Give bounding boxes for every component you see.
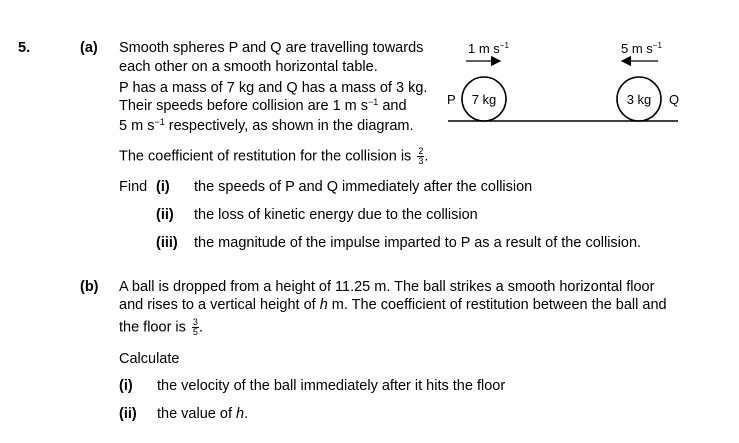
- p-label: P: [447, 92, 456, 107]
- part-a-line-5: 5 m $s^{-1}$ respectively, as shown in the diagram.: [119, 117, 414, 134]
- item-b-ii-text: the value of h.: [157, 406, 249, 422]
- item-a-iii-label: (iii): [156, 235, 178, 251]
- part-a-line-1: Smooth spheres P and Q are travelling towards: [119, 40, 424, 56]
- calculate-label: Calculate: [119, 351, 180, 367]
- collision-diagram: [440, 36, 700, 132]
- find-label: Find: [119, 179, 148, 195]
- part-b-line-1: A ball is dropped from a height of 11.25 m. The ball strikes a smooth horizontal floor: [119, 279, 655, 295]
- item-b-i-text: the velocity of the ball immediately after it hits the floor: [157, 378, 506, 394]
- q-label: Q: [669, 92, 680, 107]
- q-mass: 3 kg: [626, 92, 652, 107]
- part-b-line-3: the floor is $\frac{3}{5}$ .: [119, 317, 203, 337]
- item-a-i-label: (i): [156, 179, 170, 195]
- restitution-fraction-a: $\frac{2}{3}$: [418, 146, 424, 166]
- p-mass: 7 kg: [471, 92, 497, 107]
- part-a-line-3: P has a mass of 7 kg and Q has a mass of 3 kg.: [119, 80, 428, 96]
- item-a-i-text: the speeds of P and Q immediately after the collision: [194, 179, 533, 195]
- part-a-label: (a): [80, 40, 98, 56]
- restitution-fraction-b: $\frac{3}{5}$: [192, 317, 198, 337]
- item-b-i-label: (i): [119, 378, 133, 394]
- part-b-line-2: and rises to a vertical height of h m. The coefficient of restitution between the ball and: [119, 297, 667, 313]
- question-number: 5.: [18, 40, 31, 56]
- item-a-ii-text: the loss of kinetic energy due to the collision: [194, 207, 478, 223]
- restitution-line-a: The coefficient of restitution for the collision is $\frac{2}{3}$ .: [119, 146, 429, 166]
- part-a-line-4: Their speeds before collision are 1 m $s^{-1}$ and: [119, 97, 407, 114]
- item-a-iii-text: the magnitude of the impulse imparted to P as a result of the collision.: [194, 235, 642, 251]
- part-b-label: (b): [80, 279, 99, 295]
- item-a-ii-label: (ii): [156, 207, 174, 223]
- part-a-line-2: each other on a smooth horizontal table.: [119, 59, 378, 75]
- p-speed-label: 1 m $s^{-1}$: [468, 41, 509, 56]
- item-b-ii-label: (ii): [119, 406, 137, 422]
- q-speed-label: 5 m $s^{-1}$: [621, 41, 662, 56]
